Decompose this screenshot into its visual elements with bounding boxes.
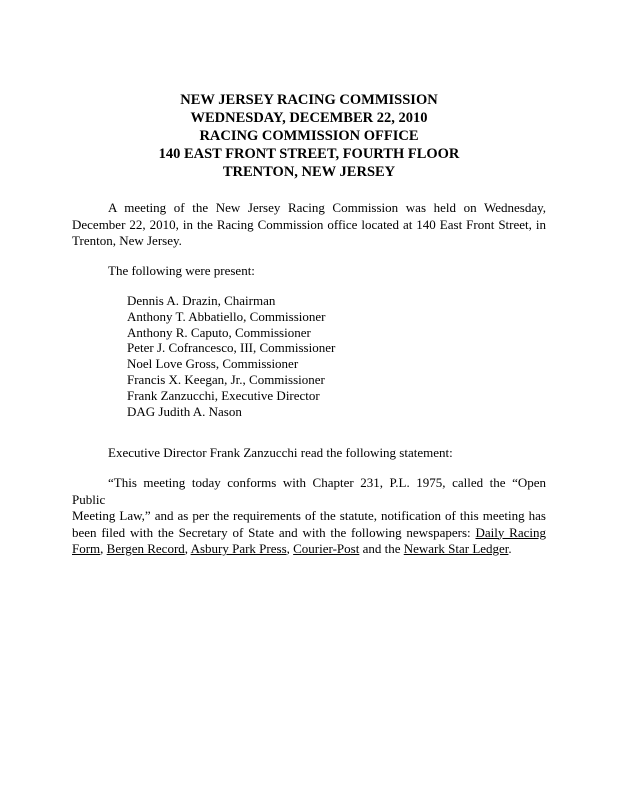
attendee-item: Peter J. Cofrancesco, III, Commissioner bbox=[127, 340, 336, 356]
separator-text: . bbox=[508, 541, 512, 556]
attendee-item: Noel Love Gross, Commissioner bbox=[127, 356, 299, 372]
newspaper-name: Courier-Post bbox=[293, 541, 360, 556]
statement-line: Meeting Law,” and as per the requirements of the statute, notification of this meeting has bbox=[72, 508, 546, 523]
header-line-office: RACING COMMISSION OFFICE bbox=[199, 128, 419, 144]
intro-line: Trenton, New Jersey. bbox=[72, 233, 182, 248]
statement-line bbox=[72, 525, 546, 542]
header-line-city: TRENTON, NEW JERSEY bbox=[222, 164, 396, 180]
intro-line: December 22, 2010, in the Racing Commission office located at 140 East Front Street, in bbox=[72, 216, 546, 232]
document-header bbox=[0, 91, 618, 181]
attendee-item: DAG Judith A. Nason bbox=[127, 403, 242, 419]
separator-text: , bbox=[100, 541, 107, 556]
newspaper-name: Newark Star Ledger bbox=[403, 541, 509, 556]
separator-text: and the bbox=[359, 541, 404, 556]
present-heading: The following were present: bbox=[108, 263, 255, 278]
header-line-commission: NEW JERSEY RACING COMMISSION bbox=[180, 92, 438, 108]
newspaper-name: Daily Racing bbox=[475, 524, 546, 540]
statement-text: been filed with the Secretary of State and with the following newspapers: bbox=[72, 524, 476, 540]
statement-paragraph bbox=[72, 475, 546, 558]
newspaper-name: Form bbox=[72, 541, 101, 556]
newspaper-name: Asbury Park Press bbox=[190, 541, 287, 556]
intro-line: A meeting of the New Jersey Racing Commission was held on Wednesday, bbox=[108, 200, 546, 215]
attendee-item: Francis X. Keegan, Jr., Commissioner bbox=[127, 371, 325, 387]
attendee-item: Dennis A. Drazin, Chairman bbox=[127, 293, 276, 308]
statement-line: “This meeting today conforms with Chapter 231, P.L. 1975, called the “Open Public bbox=[72, 475, 546, 507]
header-line-date: WEDNESDAY, DECEMBER 22, 2010 bbox=[190, 110, 428, 126]
attendee-item: Frank Zanzucchi, Executive Director bbox=[127, 387, 320, 403]
separator-text: , bbox=[184, 541, 191, 556]
attendee-item: Anthony R. Caputo, Commissioner bbox=[127, 324, 311, 340]
separator-text: , bbox=[286, 541, 294, 556]
header-line-street: 140 EAST FRONT STREET, FOURTH FLOOR bbox=[158, 146, 460, 162]
newspaper-name: Bergen Record bbox=[106, 541, 185, 556]
intro-paragraph bbox=[72, 200, 546, 250]
attendee-item: Anthony T. Abbatiello, Commissioner bbox=[127, 308, 326, 324]
statement-line bbox=[72, 541, 546, 558]
attendee-list bbox=[127, 293, 335, 419]
statement-intro: Executive Director Frank Zanzucchi read the following statement: bbox=[108, 445, 453, 460]
